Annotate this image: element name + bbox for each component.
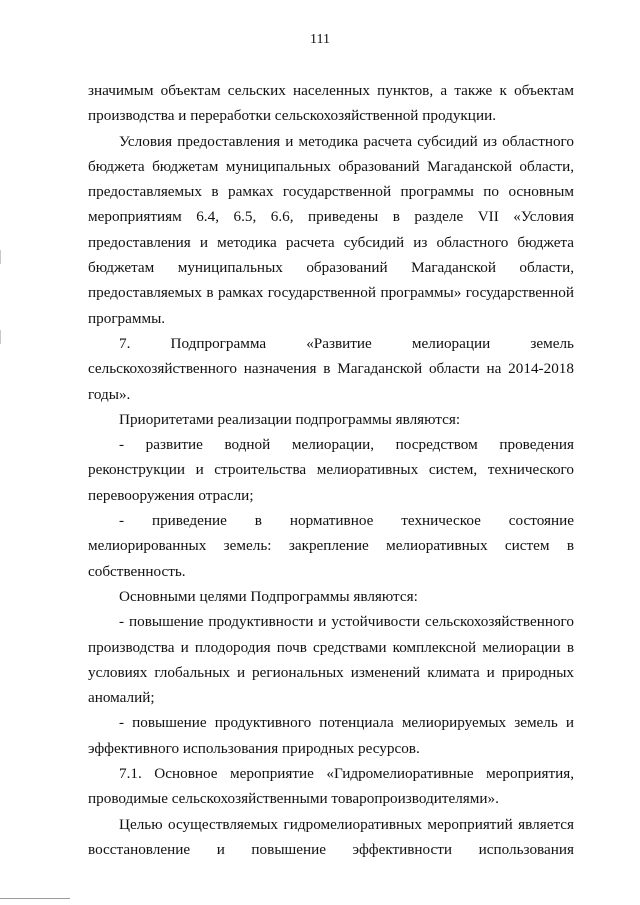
paragraph-11: Целью осуществляемых гидромелиоративных мероприятий является восстановление и повышение эффективности использования (88, 815, 574, 858)
paragraph-7: Основными целями Подпрограммы являются: (119, 587, 418, 605)
paragraph-4: Приоритетами реализации подпрограммы являются: (119, 410, 461, 428)
paragraph-3: 7. Подпрограмма «Развитие мелиорации земель сельскохозяйственного назначения в Магаданской области на 2014-2018 годы». (88, 334, 574, 403)
paragraph-5: - развитие водной мелиорации, посредством проведения реконструкции и строительства мелиоративных систем, технического перевооружения отрасли; (88, 436, 574, 504)
paragraph-2: Условия предоставления и методика расчета субсидий из областного бюджета бюджетам муниципальных образований Магаданской области, предоставляемых в рамках государственной программы по основным мероприятиям 6.4, 6.5, 6.6, приведены в разделе VII «Условия предоставления и методика расчета субсидий из областного бюджета бюджетам муниципальных образований Магаданской области, предоставляемых в рамках государственной программы» государственной программы. (88, 132, 574, 327)
paragraph-9: - повышение продуктивного потенциала мелиорируемых земель и эффективного использования природных ресурсов. (88, 714, 574, 757)
paragraph-8: - повышение продуктивности и устойчивости сельскохозяйственного производства и плодородия почв средствами комплексной мелиорации в условиях глобальных и региональных изменений климата и природных аномалий; (88, 613, 574, 707)
scan-edge-mark (0, 330, 1, 344)
scan-bottom-rule (0, 898, 70, 899)
scan-edge-mark (0, 250, 1, 264)
paragraph-1: значимым объектам сельских населенных пунктов, а также к объектам производства и переработки сельскохозяйственной продукции. (88, 82, 574, 125)
paragraph-10: 7.1. Основное мероприятие «Гидромелиоративные мероприятия, проводимые сельскохозяйственными товаропроизводителями». (88, 765, 574, 808)
page-number: 111 (310, 32, 330, 47)
paragraph-6: - приведение в нормативное техническое состояние мелиорированных земель: закрепление мелиоративных систем в собственность. (88, 512, 574, 580)
document-body (88, 78, 574, 862)
